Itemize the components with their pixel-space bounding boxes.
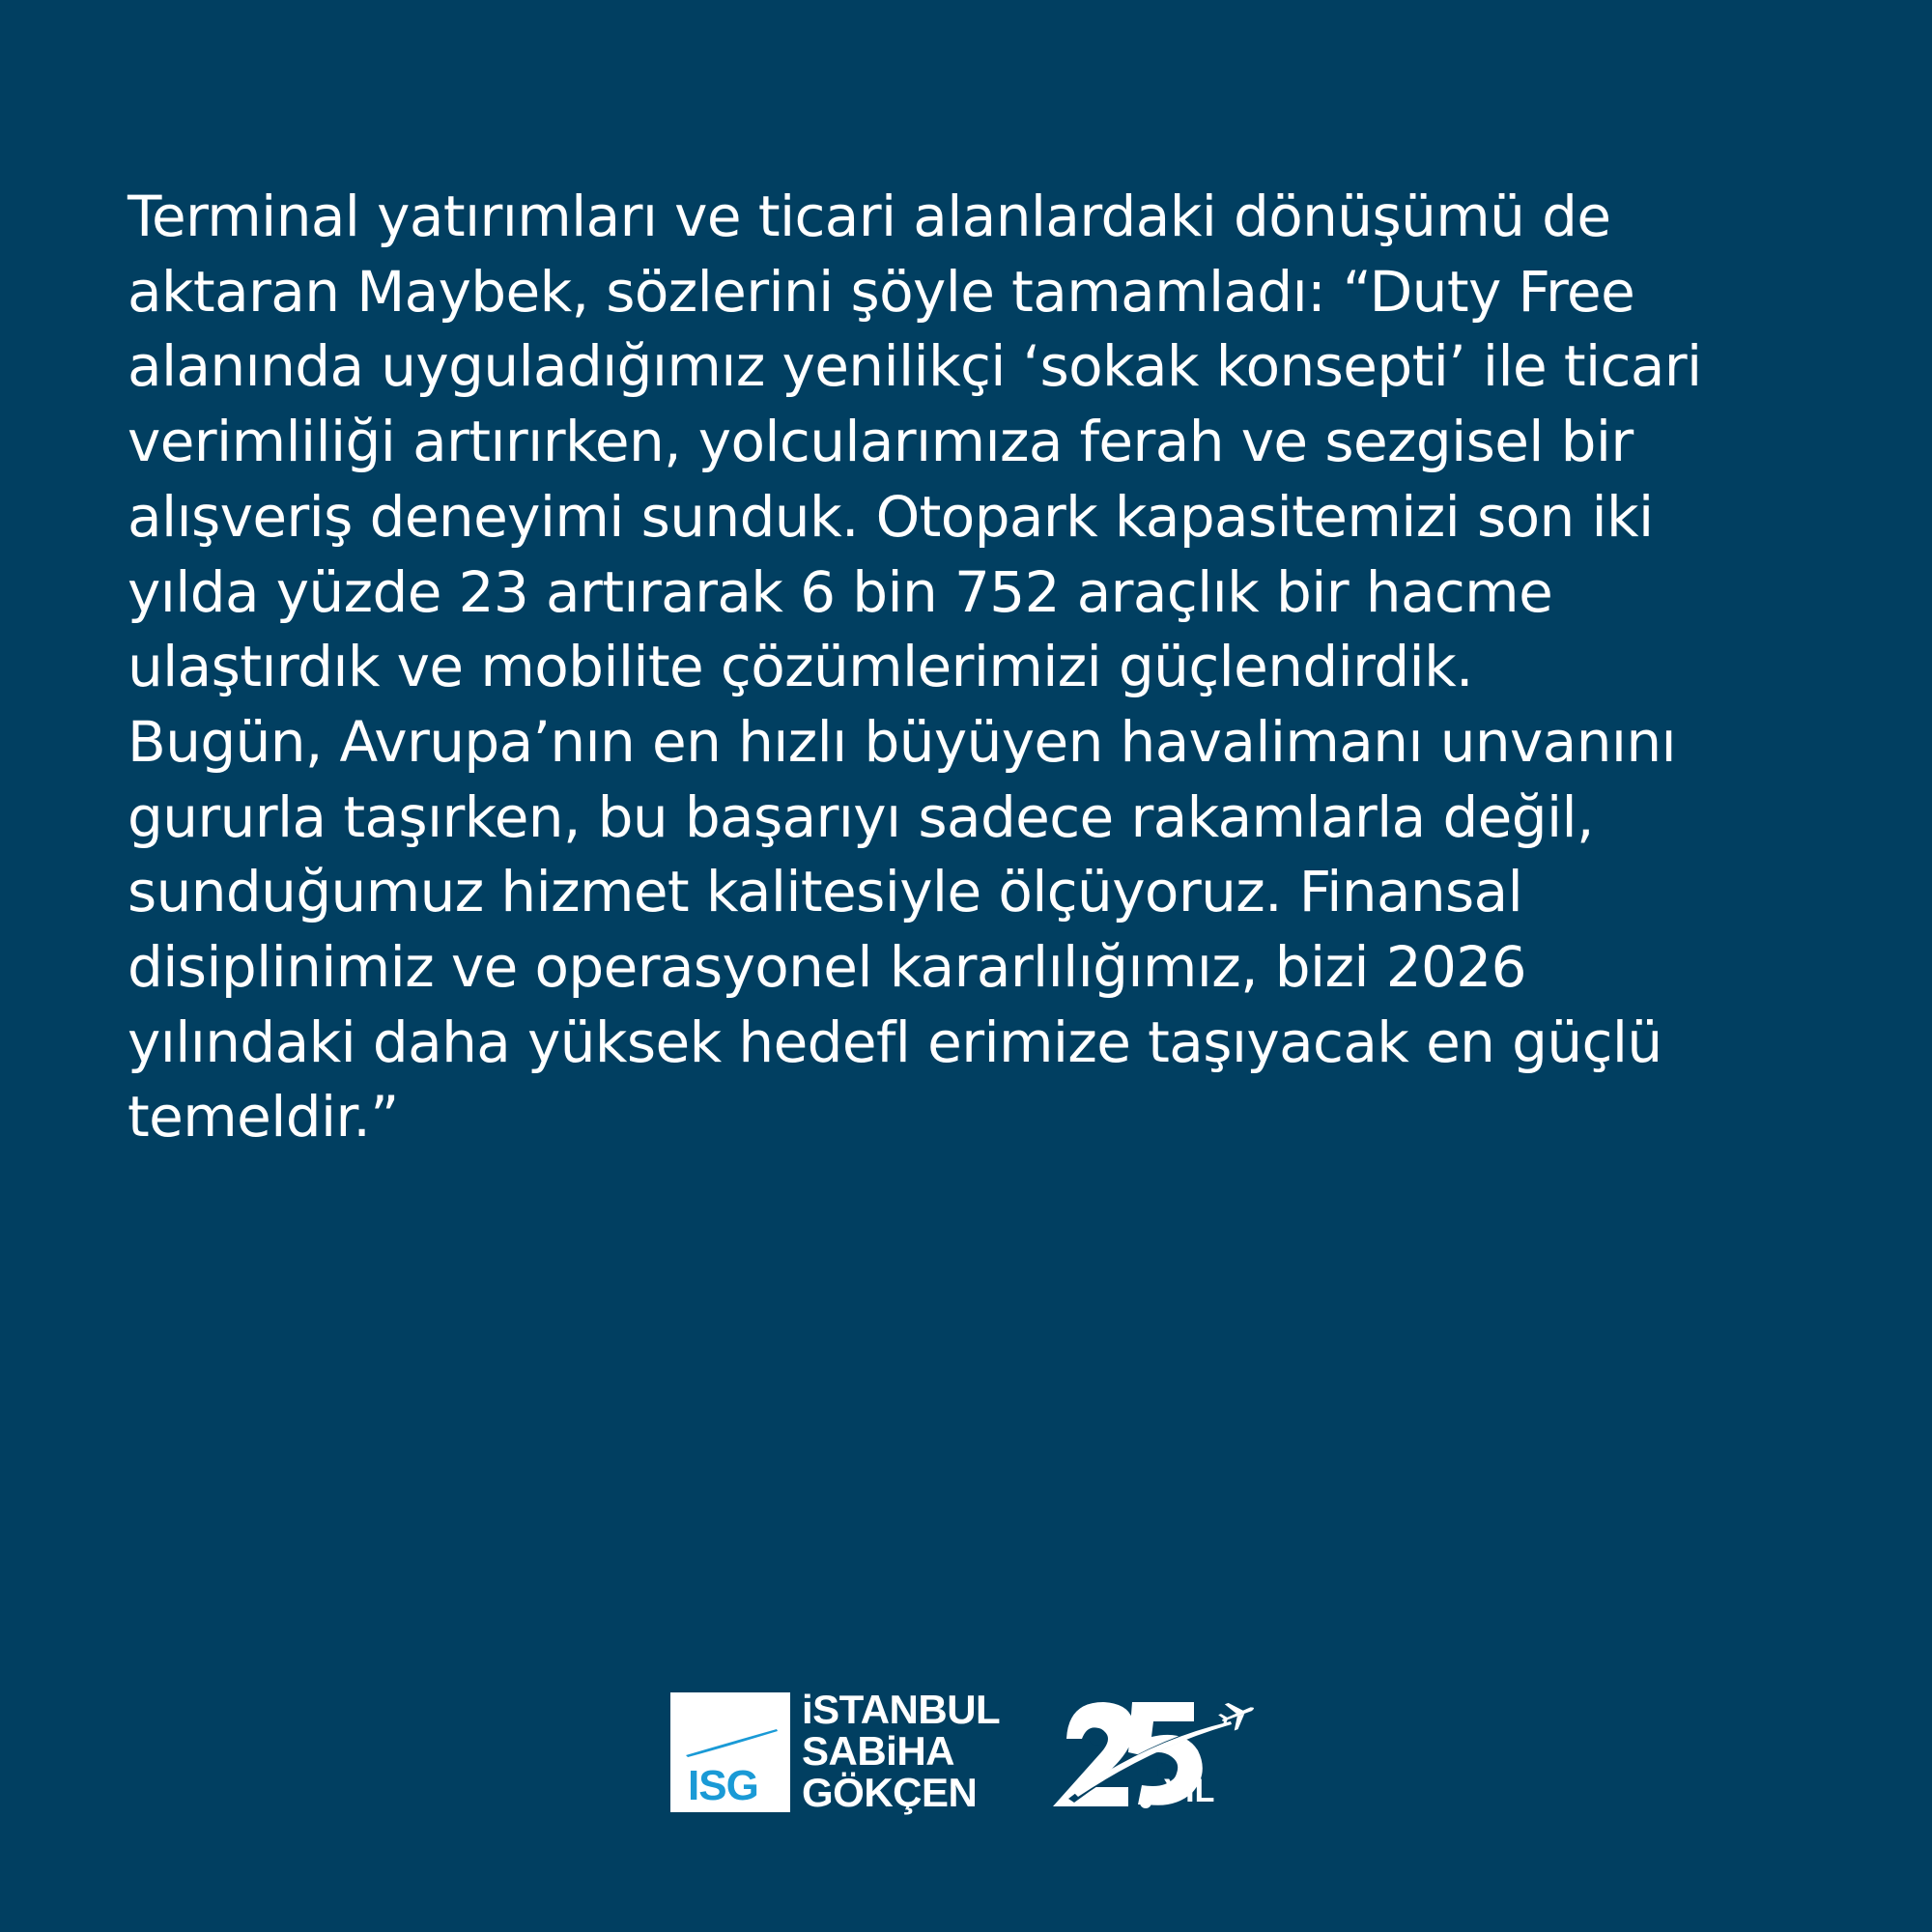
quote-line: Terminal yatırımları ve ticari alanlardaki dönüşümü de	[128, 184, 1611, 249]
brand-line-gokcen: GÖKÇEN	[802, 1770, 978, 1815]
quote-line: temeldir.”	[128, 1084, 399, 1151]
quote-line: disiplinimiz ve operasyonel kararlılığımız, bizi 2026	[128, 934, 1526, 1001]
quote-body	[128, 180, 1866, 1155]
25-year-airplane-icon	[1039, 1692, 1271, 1818]
quote-line: alanında uyguladığımız yenilikçi ‘sokak konsepti’ ile ticari	[128, 333, 1702, 400]
quote-line: sunduğumuz hizmet kalitesiyle ölçüyoruz. Finansal	[128, 859, 1523, 925]
brand-line-sabiha: SABiHA	[802, 1728, 955, 1774]
brand-line-istanbul: iSTANBUL	[802, 1687, 1001, 1732]
quote-line: yılda yüzde 23 artırarak 6 bin 752 araçlık bir hacme	[128, 558, 1553, 625]
isg-mark: ISG	[688, 1762, 758, 1809]
isg-logo-icon	[670, 1692, 790, 1812]
quote-line: verimliliği artırırken, yolcularımıza ferah ve sezgisel bir	[128, 409, 1634, 475]
quote-line: ulaştırdık ve mobilite çözümlerimizi güçlendirdik.	[128, 634, 1473, 700]
quote-line: gururla taşırken, bu başarıyı sadece rakamlarla değil,	[128, 783, 1594, 850]
quote-line: yılındaki daha yüksek hedefl erimize taşıyacak en güçlü	[128, 1009, 1662, 1075]
footer-logo	[670, 1687, 1269, 1815]
anniversary-suffix: .YIL	[1154, 1773, 1215, 1809]
brand-name	[802, 1689, 1000, 1813]
quote-line: alışveriş deneyimi sunduk. Otopark kapasitemizi son iki	[128, 483, 1654, 550]
quote-line: aktaran Maybek, sözlerini şöyle tamamladı: “Duty Free	[128, 258, 1635, 325]
quote-line: Bugün, Avrupa’nın en hızlı büyüyen havalimanı unvanını	[128, 708, 1677, 775]
